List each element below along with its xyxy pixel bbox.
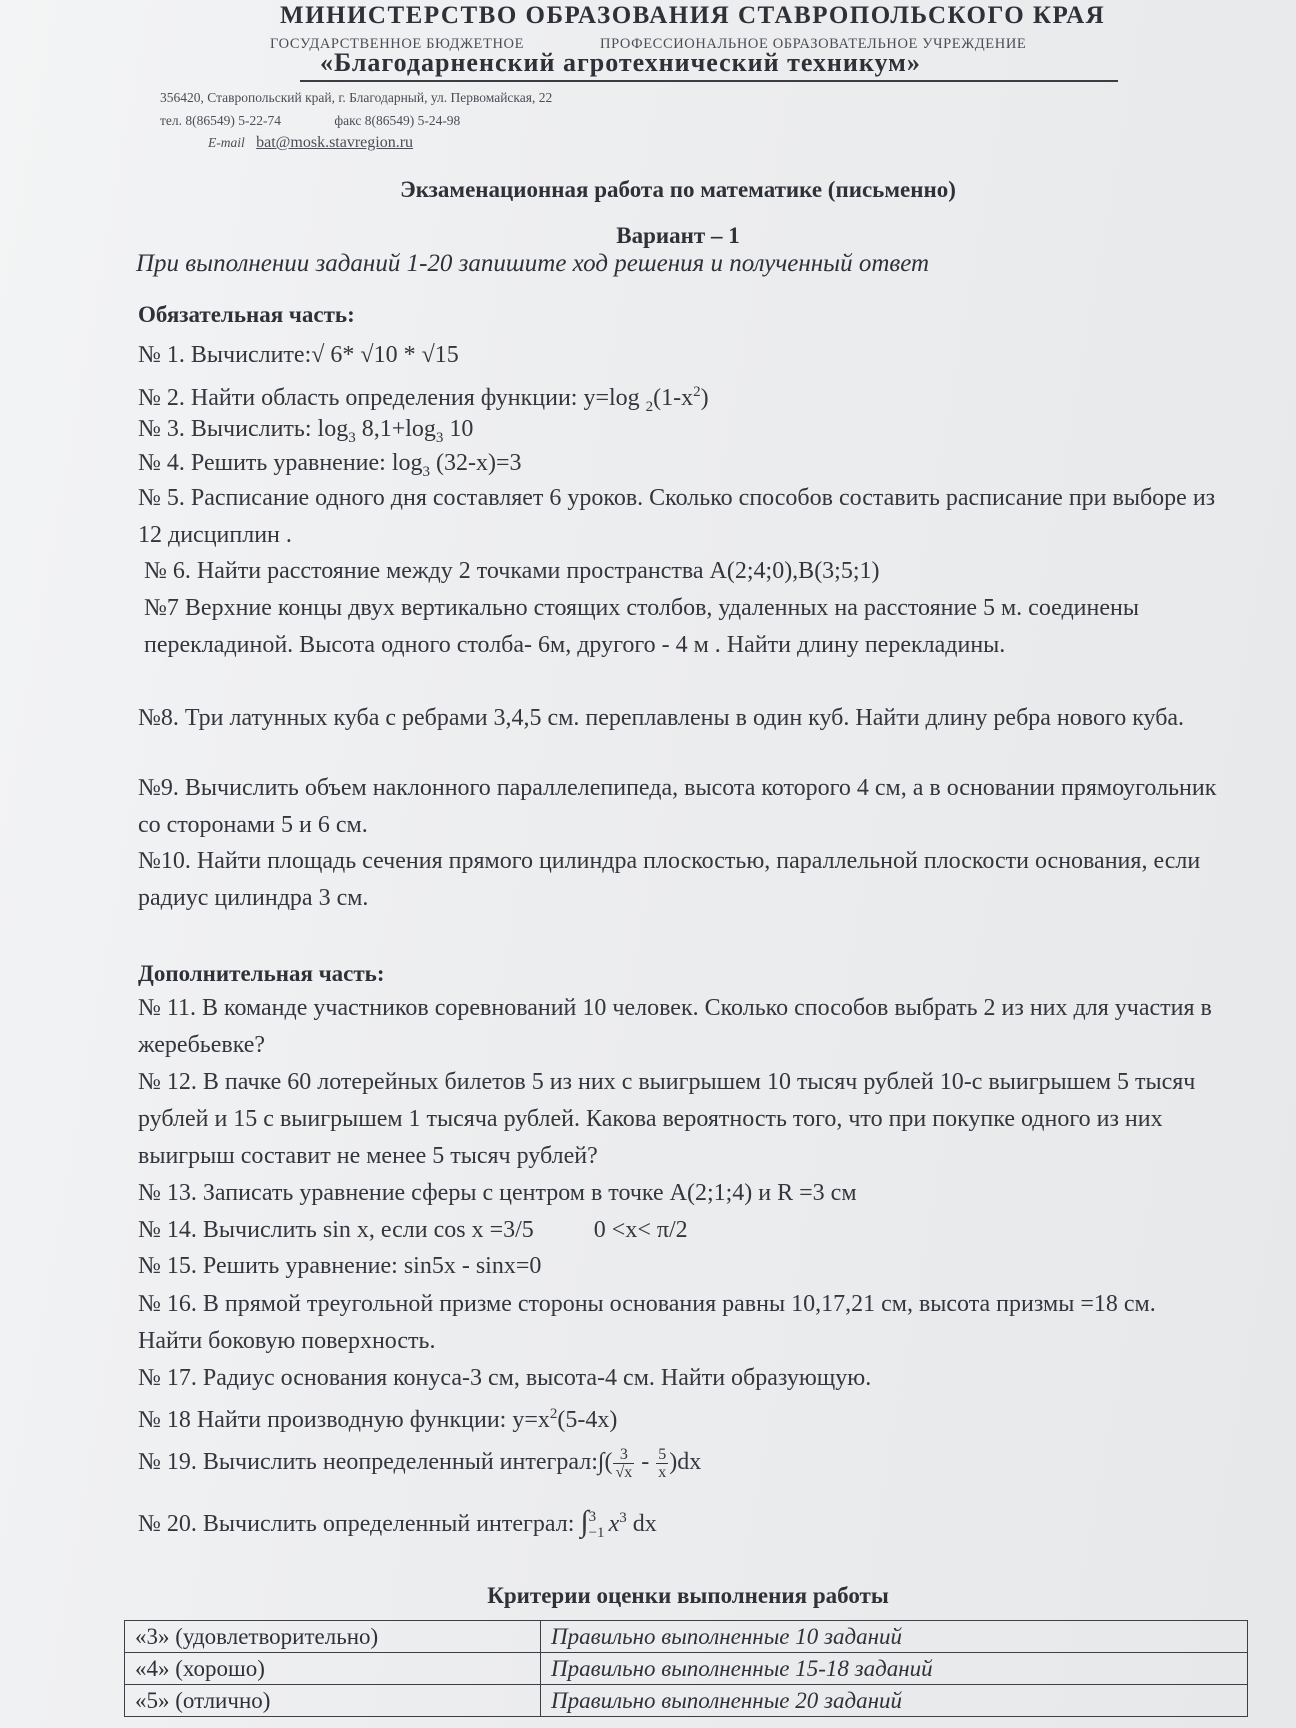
task-11 xyxy=(138,990,1218,1064)
task-text: Вычислить объем наклонного параллелепипеда, высота которого 4 см, а в основании прямоугольник со сторонами 5 и 6 см. xyxy=(138,775,1217,838)
log-base: 3 xyxy=(348,429,356,446)
task-text: (1-x xyxy=(653,385,694,411)
task-text: Верхние концы двух вертикально стоящих столбов, удаленных на расстояние 5 м. соединены перекладиной. Высота одного столба- 6м, другого - 4 м . Найти длину перекладины. xyxy=(144,595,1139,658)
task-9 xyxy=(138,770,1218,844)
ministry-heading: МИНИСТЕРСТВО ОБРАЗОВАНИЯ СТАВРОПОЛЬСКОГО КРАЯ xyxy=(280,2,1106,29)
table-row xyxy=(125,1653,1248,1685)
task-number: №10. xyxy=(138,848,191,874)
instructions: При выполнении заданий 1-20 запишите ход решения и полученный ответ xyxy=(136,250,930,277)
task-8 xyxy=(138,700,1218,737)
org-type-right: ПРОФЕССИОНАЛЬНОЕ ОБРАЗОВАТЕЛЬНОЕ УЧРЕЖДЕНИЕ xyxy=(600,36,1027,52)
task-text: В прямой треугольной призме стороны основания равны 10,17,21 см, высота призмы =18 см. Найти боковую поверхность. xyxy=(138,1291,1156,1354)
task-text: dx xyxy=(626,1511,657,1537)
task-number: № 19. xyxy=(138,1449,197,1475)
fraction-numerator: 3 xyxy=(613,1446,634,1464)
exponent: 2 xyxy=(549,1406,558,1422)
task-16 xyxy=(138,1286,1218,1360)
exponent: 3 xyxy=(619,1510,627,1526)
fraction-numerator: 5 xyxy=(658,1445,667,1463)
task-number: № 16. xyxy=(138,1291,197,1317)
task-7 xyxy=(144,590,1224,664)
integrand: x xyxy=(608,1511,620,1537)
task-text: Найти площадь сечения прямого цилиндра плоскостью, параллельной плоскости основания, если радиус цилиндра 3 см. xyxy=(138,848,1201,911)
grade-cell: «4» (хорошо) xyxy=(125,1653,541,1685)
exam-title: Экзаменационная работа по математике (письменно) xyxy=(400,177,956,202)
task-condition: 0 <x< π/2 xyxy=(593,1217,688,1243)
log-base: 3 xyxy=(435,429,444,446)
criteria-title: Критерии оценки выполнения работы xyxy=(487,1583,889,1608)
task-text: Вычислить: log xyxy=(190,416,349,442)
task-text: Вычислить неопределенный интеграл:∫( xyxy=(202,1449,613,1475)
email-link[interactable]: bat@mosk.stavregion.ru xyxy=(256,134,414,151)
fraction-denominator: x xyxy=(658,1463,667,1481)
task-1 xyxy=(138,337,1218,374)
phone-number: тел. 8(86549) 5-22-74 xyxy=(160,113,281,128)
task-number: № 3. xyxy=(138,416,185,442)
criteria-cell: Правильно выполненные 15-18 заданий xyxy=(541,1653,1248,1685)
task-number: № 4. xyxy=(138,450,185,476)
task-number: № 20. xyxy=(138,1511,197,1537)
task-20 xyxy=(138,1500,1218,1543)
task-number: № 15. xyxy=(138,1253,197,1279)
task-number: №7 xyxy=(144,595,179,621)
postal-address: 356420, Ставропольский край, г. Благодарный, ул. Первомайская, 22 xyxy=(160,90,553,105)
task-number: №9. xyxy=(138,775,179,801)
task-text: Вычислить определенный интеграл: xyxy=(202,1511,581,1537)
task-text: 8,1+log xyxy=(355,416,436,442)
task-13 xyxy=(138,1175,1218,1212)
criteria-table xyxy=(124,1620,1248,1717)
log-base: 2 xyxy=(645,398,654,415)
task-5 xyxy=(138,480,1218,554)
task-number: № 11. xyxy=(138,995,197,1021)
grade-cell: «3» (удовлетворительно) xyxy=(125,1621,541,1653)
section-required-heading: Обязательная часть: xyxy=(138,302,355,327)
task-text: Найти производную функции: y=x xyxy=(196,1407,550,1433)
integral-sign-icon: ∫ xyxy=(580,1505,589,1538)
task-number: № 2. xyxy=(138,385,185,411)
header-divider xyxy=(300,80,1118,82)
grade-cell: «5» (отлично) xyxy=(125,1685,541,1717)
task-number: № 13. xyxy=(138,1180,197,1206)
lower-limit: −1 xyxy=(588,1525,605,1542)
org-type-left: ГОСУДАРСТВЕННОЕ БЮДЖЕТНОЕ xyxy=(270,36,525,52)
contact-phones xyxy=(160,113,460,129)
table-row xyxy=(125,1621,1248,1653)
task-17 xyxy=(138,1360,1218,1397)
task-10 xyxy=(138,843,1218,917)
task-12 xyxy=(138,1064,1218,1175)
task-number: № 12. xyxy=(138,1069,197,1095)
task-text: (5-4x) xyxy=(557,1407,618,1433)
criteria-cell: Правильно выполненные 20 заданий xyxy=(541,1685,1248,1717)
task-number: № 14. xyxy=(138,1217,197,1243)
fraction-denominator: √x xyxy=(615,1463,633,1481)
task-14 xyxy=(138,1212,1218,1249)
fax-number: факс 8(86549) 5-24-98 xyxy=(334,113,461,128)
task-18 xyxy=(138,1396,1218,1439)
task-text: ) xyxy=(700,385,709,411)
task-text: Решить уравнение: sin5x - sinx=0 xyxy=(202,1253,542,1279)
task-text: Расписание одного дня составляет 6 уроков. Сколько способов составить расписание при выборе из 12 дисциплин . xyxy=(138,485,1216,548)
task-text: (32-x)=3 xyxy=(430,450,522,476)
fraction xyxy=(656,1446,668,1481)
fraction xyxy=(613,1446,634,1481)
criteria-cell: Правильно выполненные 10 заданий xyxy=(541,1621,1248,1653)
upper-limit: 3 xyxy=(588,1509,597,1526)
task-number: №8. xyxy=(138,705,179,731)
integral-limits xyxy=(589,1509,605,1541)
task-text: Решить уравнение: log xyxy=(190,450,423,476)
task-text: Найти область определения функции: y=log xyxy=(190,385,646,411)
task-15 xyxy=(138,1248,1218,1285)
task-text: - xyxy=(635,1449,656,1475)
task-number: № 6. xyxy=(144,558,191,584)
institution-name: «Благодарненский агротехнический техникум» xyxy=(320,48,921,77)
email-label: E-mail xyxy=(208,135,245,150)
task-text: Вычислить sin x, если cos x =3/5 xyxy=(202,1217,534,1243)
table-row xyxy=(125,1685,1248,1717)
task-number: № 5. xyxy=(138,485,185,511)
task-text: Радиус основания конуса-3 см, высота-4 см. Найти образующую. xyxy=(202,1365,872,1391)
task-text: Найти расстояние между 2 точками пространства A(2;4;0),B(3;5;1) xyxy=(196,558,880,584)
log-base: 3 xyxy=(422,463,431,480)
task-19 xyxy=(138,1444,1218,1481)
task-text: Записать уравнение сферы с центром в точке A(2;1;4) и R =3 см xyxy=(202,1180,857,1206)
task-number: № 17. xyxy=(138,1365,197,1391)
task-text: В команде участников соревнований 10 человек. Сколько способов выбрать 2 из них для участия в жеребьевке? xyxy=(138,995,1212,1058)
task-text: Вычислите:√ 6* √10 * √15 xyxy=(190,342,459,368)
email-row xyxy=(208,134,413,152)
task-text: Три латунных куба с ребрами 3,4,5 см. переплавлены в один куб. Найти длину ребра нового куба. xyxy=(184,705,1185,731)
section-additional-heading: Дополнительная часть: xyxy=(138,961,385,986)
task-text: )dx xyxy=(669,1449,702,1475)
task-number: № 18 xyxy=(138,1407,191,1433)
task-6 xyxy=(144,553,1224,590)
task-number: № 1. xyxy=(138,342,185,368)
exponent: 2 xyxy=(693,384,701,400)
task-text: 10 xyxy=(443,416,474,442)
task-text: В пачке 60 лотерейных билетов 5 из них с выигрышем 10 тысяч рублей 10-с выигрышем 5 тысяч рублей и 15 с выигрышем 1 тысяча рублей. Какова вероятность того, что при покупке одного из них выигрыш составит не менее 5 тысяч рублей? xyxy=(138,1069,1196,1169)
variant-label: Вариант – 1 xyxy=(616,223,740,248)
